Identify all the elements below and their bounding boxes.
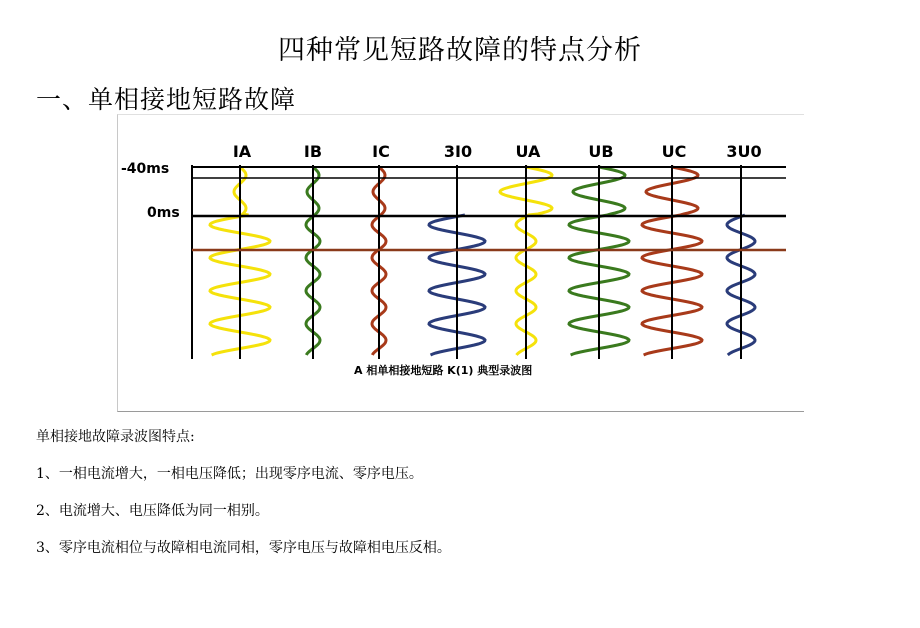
- figure-caption: A 相单相接地短路 K(1) 典型录波图: [354, 364, 533, 377]
- channel-label: IA: [232, 142, 252, 161]
- section-heading: 一、单相接地短路故障: [36, 85, 297, 114]
- waveform-recording: [118, 115, 805, 413]
- channel-label: IB: [303, 142, 323, 161]
- time-marker-label: 0ms: [147, 205, 180, 221]
- time-marker-label: -40ms: [121, 161, 170, 177]
- channel-label: IC: [372, 142, 390, 161]
- channel-label: 3I0: [443, 142, 473, 161]
- note-item: 2、电流增大、电压降低为同一相别。: [36, 503, 269, 519]
- note-item: 1、一相电流增大，一相电压降低；出现零序电流、零序电压。: [36, 466, 423, 482]
- channel-label: UB: [588, 142, 614, 161]
- channel-label: UA: [515, 142, 541, 161]
- notes-section: [36, 426, 451, 574]
- waveform-figure: [117, 114, 804, 412]
- channel-label: 3U0: [726, 142, 762, 161]
- document-title: 四种常见短路故障的特点分析: [278, 35, 642, 66]
- channel-label: UC: [661, 142, 687, 161]
- note-item: 3、零序电流相位与故障相电流同相，零序电压与故障相电压反相。: [36, 540, 451, 556]
- notes-heading: 单相接地故障录波图特点:: [36, 429, 195, 445]
